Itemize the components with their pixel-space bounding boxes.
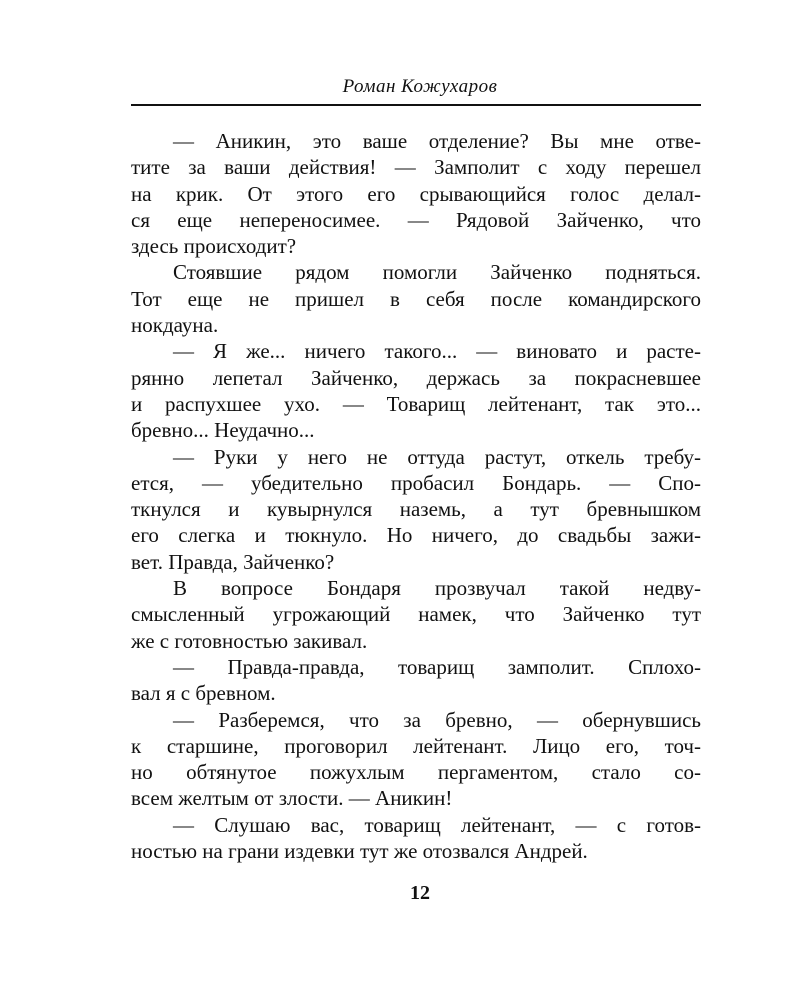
text-line: вет. Правда, Зайченко?	[131, 549, 335, 574]
page-number: 12	[410, 882, 430, 904]
text-line: Тот еще не пришел в себя после командирского	[131, 286, 701, 311]
text-line: ется, — убедительно пробасил Бондарь. — Спо-	[131, 470, 701, 495]
text-line: — Руки у него не оттуда растут, откель требу-	[173, 444, 701, 469]
text-line: на крик. От этого его срывающийся голос делал-	[131, 181, 701, 206]
header-rule	[131, 104, 701, 106]
text-line: смысленный угрожающий намек, что Зайченко тут	[131, 602, 701, 627]
text-line: к старшине, проговорил лейтенант. Лицо его, точ-	[131, 733, 701, 758]
text-line: ся еще непереносимее. — Рядовой Зайченко, что	[131, 207, 701, 232]
text-line: — Слушаю вас, товарищ лейтенант, — с готов-	[173, 812, 701, 837]
text-line: всем желтым от злости. — Аникин!	[131, 786, 453, 811]
text-line: — Аникин, это ваше отделение? Вы мне отве-	[173, 129, 701, 153]
text-line: нокдауна.	[131, 313, 219, 338]
text-line: В вопросе Бондаря прозвучал такой недву-	[173, 576, 701, 601]
text-line: Стоявшие рядом помогли Зайченко подняться.	[173, 260, 701, 285]
text-line: — Я же... ничего такого... — виновато и расте-	[173, 339, 701, 364]
text-line: тите за ваши действия! — Замполит с ходу перешел	[131, 155, 701, 180]
text-line: бревно... Неудачно...	[131, 418, 315, 443]
text-line: и распухшее ухо. — Товарищ лейтенант, так это...	[131, 391, 701, 416]
text-line: но обтянутое пожухлым пергаментом, стало со-	[131, 760, 701, 785]
text-line: — Разберемся, что за бревно, — обернувшись	[173, 707, 701, 732]
text-line: ткнулся и кувырнулся наземь, а тут бревнышком	[131, 497, 701, 522]
text-line: — Правда-правда, товарищ замполит. Сплохо-	[173, 654, 701, 679]
text-line: его слегка и тюкнуло. Но ничего, до свадьбы зажи-	[131, 523, 701, 548]
text-line: же с готовностью закивал.	[131, 628, 368, 653]
running-header: Роман Кожухаров	[342, 76, 498, 97]
text-line: здесь происходит?	[131, 234, 297, 259]
text-line: ностью на грани издевки тут же отозвался Андрей.	[131, 839, 588, 864]
text-line: рянно лепетал Зайченко, держась за покрасневшее	[131, 365, 701, 390]
body-text	[131, 128, 701, 864]
text-line: вал я с бревном.	[131, 681, 276, 706]
